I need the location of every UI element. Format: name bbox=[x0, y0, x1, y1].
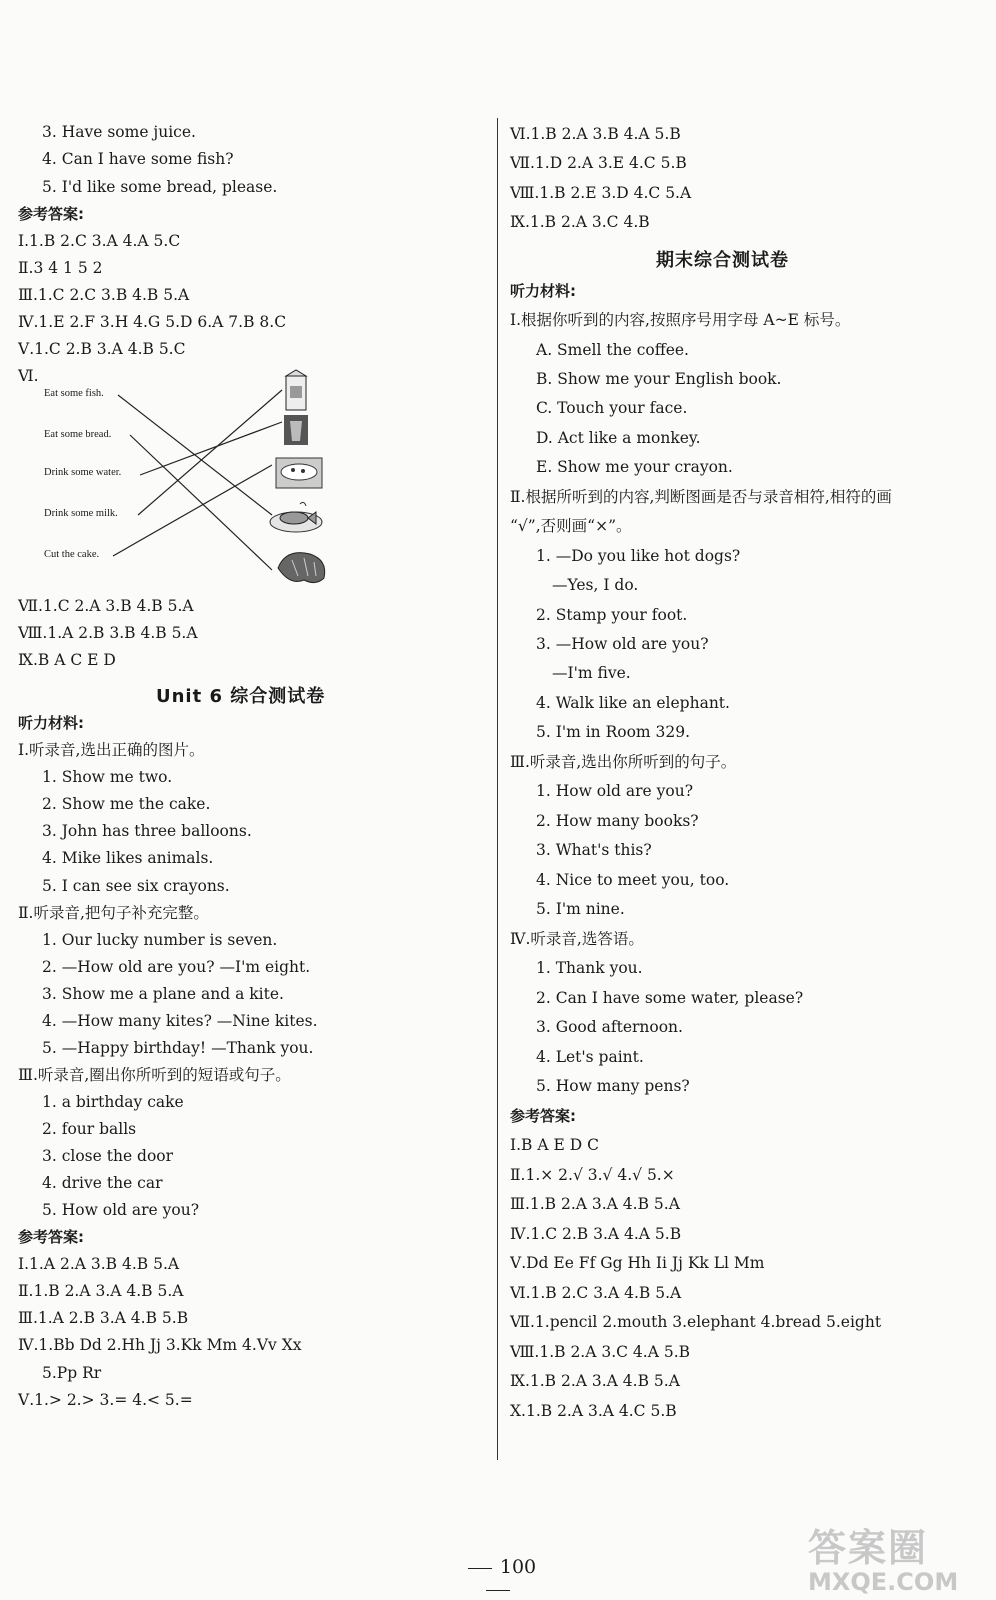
answer-line: Ⅷ.1.B 2.A 3.C 4.A 5.B bbox=[510, 1343, 691, 1361]
watermark bbox=[808, 1528, 958, 1596]
answer-line: Ⅵ.1.B 2.A 3.B 4.A 5.B bbox=[510, 125, 681, 143]
match-phrase: Eat some fish. bbox=[44, 388, 104, 399]
match-phrase: Drink some water. bbox=[44, 467, 122, 478]
answer-line: Ⅱ.1.× 2.√ 3.√ 4.√ 5.× bbox=[510, 1166, 675, 1184]
answer-line: 5.Pp Rr bbox=[42, 1364, 102, 1382]
line: Ⅱ.听录音,把句子补充完整。 bbox=[18, 904, 209, 922]
watermark-url: MXQE.COM bbox=[808, 1568, 959, 1596]
line: 4. drive the car bbox=[42, 1174, 163, 1192]
line: 1. How old are you? bbox=[536, 782, 694, 800]
line: 3. Have some juice. bbox=[42, 123, 196, 141]
line: 3. Good afternoon. bbox=[536, 1018, 683, 1036]
line: —Yes, I do. bbox=[552, 576, 639, 594]
section-title: 期末综合测试卷 bbox=[656, 250, 789, 271]
answer-line: Ⅶ.1.pencil 2.mouth 3.elephant 4.bread 5.eight bbox=[510, 1313, 882, 1331]
answer-line: Ⅳ.1.C 2.B 3.A 4.A 5.B bbox=[510, 1225, 682, 1243]
answer-line: Ⅳ.1.E 2.F 3.H 4.G 5.D 6.A 7.B 8.C bbox=[18, 313, 287, 331]
answer-line: Ⅰ.B A E D C bbox=[510, 1136, 599, 1154]
answer-line: Ⅲ.1.B 2.A 3.A 4.B 5.A bbox=[510, 1195, 680, 1213]
line: 4. Nice to meet you, too. bbox=[536, 871, 730, 889]
answer-line: Ⅸ.B A C E D bbox=[18, 651, 116, 669]
line: 5. I'm in Room 329. bbox=[536, 723, 691, 741]
line: 2. —How old are you? —I'm eight. bbox=[42, 958, 311, 976]
page-number bbox=[440, 1556, 556, 1600]
line: 1. —Do you like hot dogs? bbox=[536, 547, 741, 565]
answer-line: Ⅵ.1.B 2.C 3.A 4.B 5.A bbox=[510, 1284, 682, 1302]
answer-line: Ⅲ.1.A 2.B 3.A 4.B 5.B bbox=[18, 1309, 189, 1327]
line: 4. —How many kites? —Nine kites. bbox=[42, 1012, 318, 1030]
answer-line: Ⅱ.1.B 2.A 3.A 4.B 5.A bbox=[18, 1282, 184, 1300]
answer-line: Ⅱ.3 4 1 5 2 bbox=[18, 259, 103, 277]
match-phrase: Cut the cake. bbox=[44, 549, 100, 560]
line: Ⅲ.听录音,选出你所听到的句子。 bbox=[510, 753, 737, 771]
section-heading: 听力材料: bbox=[18, 714, 84, 732]
line: A. Smell the coffee. bbox=[536, 341, 689, 359]
milk-carton-icon bbox=[286, 370, 306, 410]
line: 5. I can see six crayons. bbox=[42, 877, 230, 895]
match-phrase: Eat some bread. bbox=[44, 429, 112, 440]
line: 5. How many pens? bbox=[536, 1077, 690, 1095]
cake-icon bbox=[276, 458, 322, 488]
line: 4. Can I have some fish? bbox=[42, 150, 234, 168]
match-phrase: Drink some milk. bbox=[44, 508, 118, 519]
section-heading: 参考答案: bbox=[18, 205, 84, 223]
answer-line: Ⅴ.1.C 2.B 3.A 4.B 5.C bbox=[18, 340, 186, 358]
line: Ⅱ.根据所听到的内容,判断图画是否与录音相符,相符的画 bbox=[510, 488, 892, 506]
matching-diagram bbox=[0, 360, 340, 595]
answer-line: Ⅰ.1.B 2.C 3.A 4.A 5.C bbox=[18, 232, 181, 250]
line: 4. Let's paint. bbox=[536, 1048, 644, 1066]
answer-line: Ⅶ.1.C 2.A 3.B 4.B 5.A bbox=[18, 597, 194, 615]
line: Ⅳ.听录音,选答语。 bbox=[510, 930, 644, 948]
line: 1. a birthday cake bbox=[42, 1093, 184, 1111]
answer-line: Ⅷ.1.A 2.B 3.B 4.B 5.A bbox=[18, 624, 198, 642]
line: Ⅰ.根据你听到的内容,按照序号用字母 A~E 标号。 bbox=[510, 311, 851, 329]
line: 5. —Happy birthday! —Thank you. bbox=[42, 1039, 314, 1057]
answer-line: Ⅴ.1.> 2.> 3.= 4.< 5.= bbox=[18, 1391, 193, 1409]
line: 1. Show me two. bbox=[42, 768, 173, 786]
fish-plate-icon bbox=[270, 502, 322, 532]
line: E. Show me your crayon. bbox=[536, 458, 733, 476]
answer-line: Ⅳ.1.Bb Dd 2.Hh Jj 3.Kk Mm 4.Vv Xx bbox=[18, 1336, 302, 1354]
page-number-text: 100 bbox=[499, 1556, 537, 1578]
line: 4. Walk like an elephant. bbox=[536, 694, 730, 712]
line: 1. Thank you. bbox=[536, 959, 643, 977]
line: C. Touch your face. bbox=[536, 399, 688, 417]
line: —I'm five. bbox=[552, 664, 631, 682]
bread-icon bbox=[278, 553, 325, 583]
answer-line: Ⅸ.1.B 2.A 3.A 4.B 5.A bbox=[510, 1372, 680, 1390]
watermark-logo: 答案圈 bbox=[808, 1526, 929, 1570]
line: 3. What's this? bbox=[536, 841, 652, 859]
answer-line: Ⅷ.1.B 2.E 3.D 4.C 5.A bbox=[510, 184, 692, 202]
answer-line: Ⅸ.1.B 2.A 3.C 4.B bbox=[510, 213, 650, 231]
line: Ⅰ.听录音,选出正确的图片。 bbox=[18, 741, 205, 759]
answer-line: Ⅴ.Dd Ee Ff Gg Hh Ii Jj Kk Ll Mm bbox=[510, 1254, 765, 1272]
line: D. Act like a monkey. bbox=[536, 429, 701, 447]
line: 2. Show me the cake. bbox=[42, 795, 211, 813]
match-line bbox=[138, 390, 282, 515]
line: 3. close the door bbox=[42, 1147, 174, 1165]
line: 5. I'm nine. bbox=[536, 900, 625, 918]
line: 5. I'd like some bread, please. bbox=[42, 178, 278, 196]
line: 2. four balls bbox=[42, 1120, 137, 1138]
section-title: Unit 6 综合测试卷 bbox=[156, 686, 326, 707]
line: 4. Mike likes animals. bbox=[42, 849, 214, 867]
line: 2. How many books? bbox=[536, 812, 699, 830]
line: 2. Can I have some water, please? bbox=[536, 989, 804, 1007]
line: 3. Show me a plane and a kite. bbox=[42, 985, 284, 1003]
water-glass-icon bbox=[284, 415, 308, 445]
line: Ⅲ.听录音,圈出你所听到的短语或句子。 bbox=[18, 1066, 291, 1084]
answer-line: Ⅹ.1.B 2.A 3.A 4.C 5.B bbox=[510, 1402, 677, 1420]
line: 5. How old are you? bbox=[42, 1201, 200, 1219]
section-heading: 参考答案: bbox=[18, 1228, 84, 1246]
match-line bbox=[113, 465, 272, 556]
answer-line: Ⅶ.1.D 2.A 3.E 4.C 5.B bbox=[510, 154, 687, 172]
answer-line: Ⅰ.1.A 2.A 3.B 4.B 5.A bbox=[18, 1255, 180, 1273]
line: 1. Our lucky number is seven. bbox=[42, 931, 278, 949]
line: 3. —How old are you? bbox=[536, 635, 709, 653]
answer-line: Ⅵ. bbox=[18, 367, 39, 385]
column-divider bbox=[497, 118, 498, 1460]
line: “√”,否则画“×”。 bbox=[510, 517, 632, 535]
section-heading: 听力材料: bbox=[510, 282, 576, 300]
answer-line: Ⅲ.1.C 2.C 3.B 4.B 5.A bbox=[18, 286, 190, 304]
section-heading: 参考答案: bbox=[510, 1107, 576, 1125]
match-line bbox=[130, 435, 272, 570]
line: 3. John has three balloons. bbox=[42, 822, 252, 840]
line: 2. Stamp your foot. bbox=[536, 606, 688, 624]
line: B. Show me your English book. bbox=[536, 370, 782, 388]
